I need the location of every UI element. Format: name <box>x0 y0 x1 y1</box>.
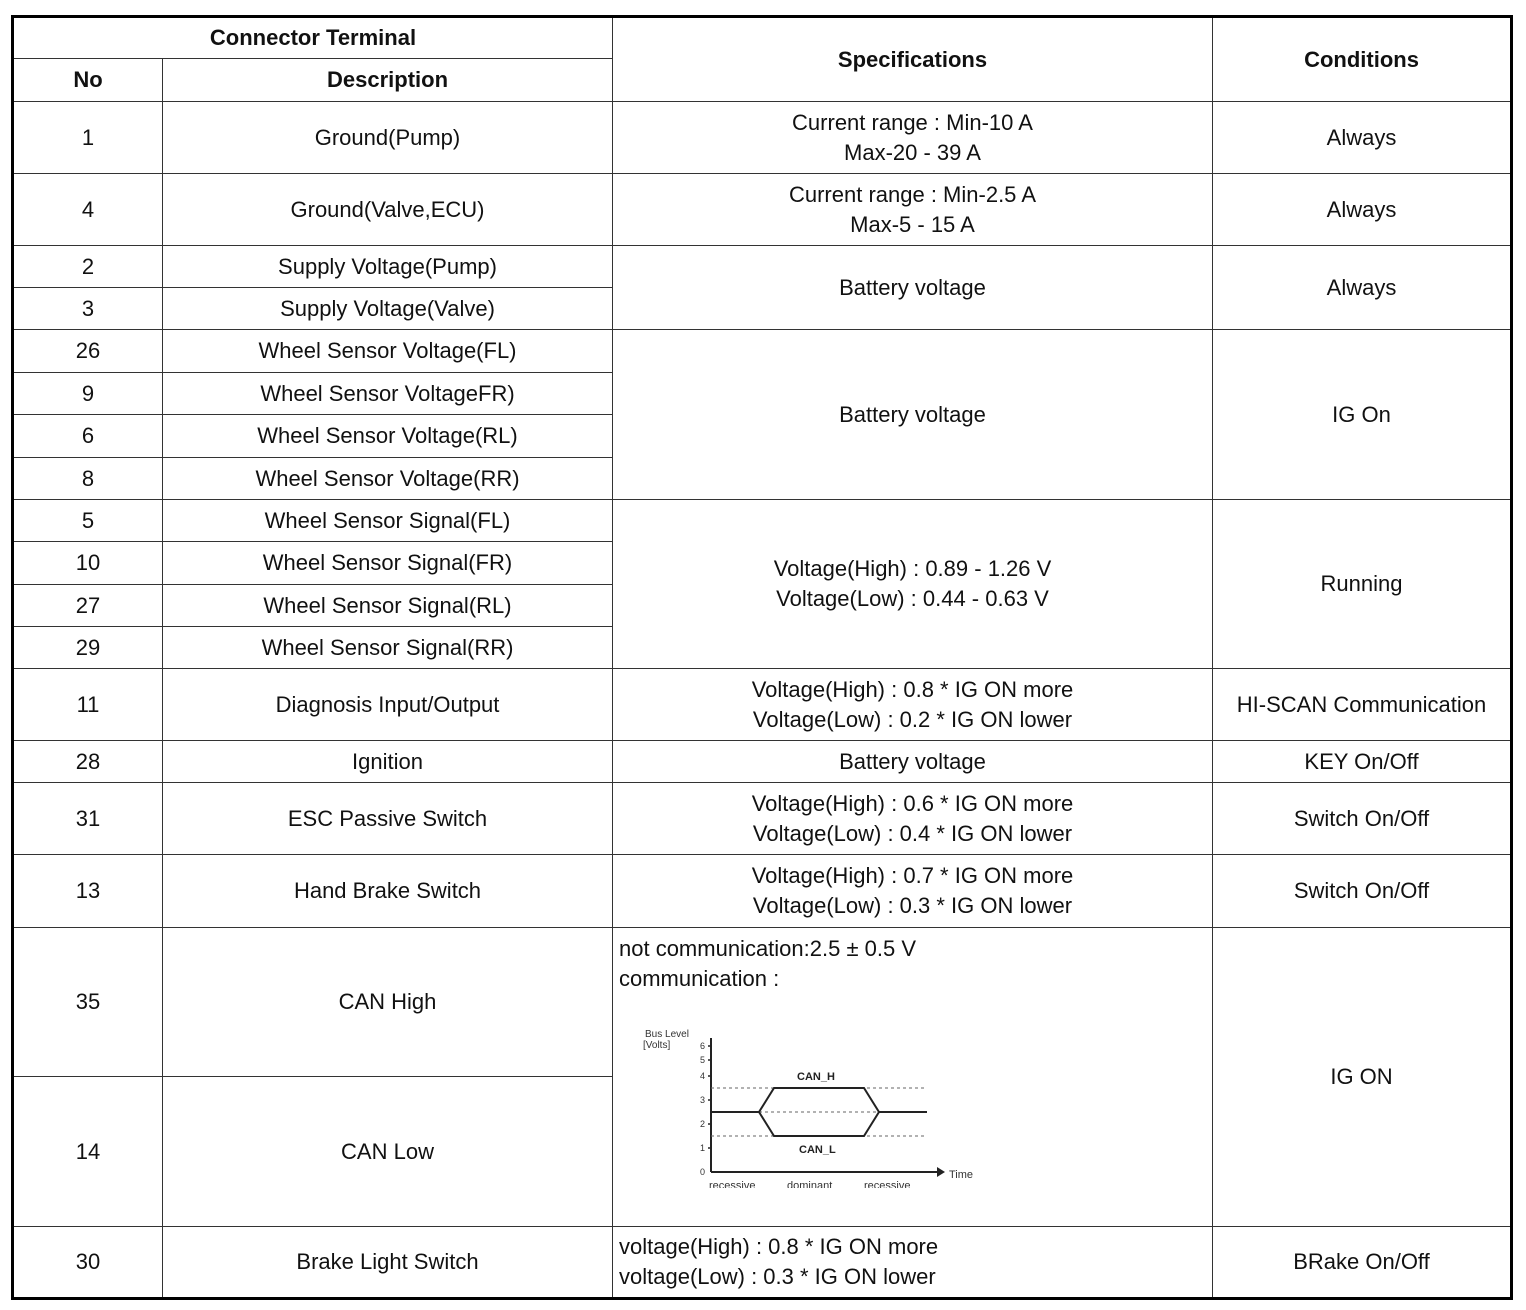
can-specification <box>613 928 1213 1227</box>
terminal-no: 1 <box>13 102 163 174</box>
terminal-no: 6 <box>13 415 163 458</box>
terminal-no: 9 <box>13 373 163 415</box>
condition: Switch On/Off <box>1213 855 1512 928</box>
specification: voltage(High) : 0.8 * IG ON more voltage(Low) : 0.3 * IG ON lower <box>613 1227 1213 1299</box>
terminal-description: Wheel Sensor Signal(FL) <box>163 500 613 542</box>
terminal-no: 28 <box>13 741 163 783</box>
terminal-description: CAN High <box>163 928 613 1077</box>
condition: Always <box>1213 102 1512 174</box>
connector-terminal-header: Connector Terminal <box>13 17 613 59</box>
condition: HI-SCAN Communication <box>1213 669 1512 741</box>
terminal-description: Brake Light Switch <box>163 1227 613 1299</box>
terminal-no: 30 <box>13 1227 163 1299</box>
can-h-label: CAN_H <box>797 1071 835 1083</box>
can-spec-line: not communication:2.5 ± 0.5 V <box>619 936 917 961</box>
terminal-description: ESC Passive Switch <box>163 783 613 855</box>
graph-tick-label: 1 <box>699 1143 705 1153</box>
table-row <box>13 500 1512 542</box>
graph-x-arrow <box>937 1167 945 1177</box>
table-row <box>13 783 1512 855</box>
graph-phase-label: recessive <box>709 1180 756 1188</box>
terminal-description: Ground(Valve,ECU) <box>163 174 613 246</box>
table-row <box>13 246 1512 288</box>
no-header: No <box>13 59 163 102</box>
condition: Always <box>1213 246 1512 330</box>
terminal-description: Wheel Sensor Signal(RR) <box>163 627 613 669</box>
specification: Current range : Min-10 A Max-20 - 39 A <box>613 102 1213 174</box>
can-bus-level-graph <box>619 1028 999 1188</box>
terminal-no: 31 <box>13 783 163 855</box>
graph-tick-label: 0 <box>699 1167 705 1177</box>
connector-spec-table <box>11 15 1513 1300</box>
condition: Always <box>1213 174 1512 246</box>
terminal-no: 10 <box>13 542 163 585</box>
terminal-description: Diagnosis Input/Output <box>163 669 613 741</box>
terminal-description: Ignition <box>163 741 613 783</box>
conditions-header: Conditions <box>1213 17 1512 102</box>
condition: IG On <box>1213 330 1512 500</box>
terminal-no: 29 <box>13 627 163 669</box>
terminal-no: 13 <box>13 855 163 928</box>
terminal-description: Wheel Sensor Voltage(FL) <box>163 330 613 373</box>
table-row <box>13 928 1512 1077</box>
graph-ylabel: [Volts] <box>643 1040 671 1051</box>
table-row <box>13 1227 1512 1299</box>
graph-ylabel: Bus Level <box>645 1029 689 1040</box>
terminal-no: 26 <box>13 330 163 373</box>
terminal-no: 8 <box>13 458 163 500</box>
table-row <box>13 669 1512 741</box>
terminal-no: 3 <box>13 288 163 330</box>
terminal-description: Wheel Sensor Signal(FR) <box>163 542 613 585</box>
graph-tick-label: 5 <box>699 1055 705 1065</box>
can-spec-line: communication : <box>619 966 780 991</box>
specification: Voltage(High) : 0.6 * IG ON more Voltage(Low) : 0.4 * IG ON lower <box>613 783 1213 855</box>
table-row <box>13 330 1512 373</box>
table-row <box>13 174 1512 246</box>
terminal-description: Supply Voltage(Valve) <box>163 288 613 330</box>
graph-tick-label: 2 <box>699 1119 705 1129</box>
graph-xlabel: Time <box>949 1169 974 1181</box>
terminal-description: CAN Low <box>163 1077 613 1227</box>
condition: BRake On/Off <box>1213 1227 1512 1299</box>
terminal-no: 2 <box>13 246 163 288</box>
description-header: Description <box>163 59 613 102</box>
terminal-description: Wheel Sensor Signal(RL) <box>163 585 613 627</box>
table-row <box>13 741 1512 783</box>
can-l-label: CAN_L <box>799 1144 836 1156</box>
terminal-description: Ground(Pump) <box>163 102 613 174</box>
graph-tick-label: 4 <box>699 1071 705 1081</box>
terminal-description: Supply Voltage(Pump) <box>163 246 613 288</box>
condition: Running <box>1213 500 1512 669</box>
terminal-description: Wheel Sensor Voltage(RL) <box>163 415 613 458</box>
terminal-no: 14 <box>13 1077 163 1227</box>
specification: Voltage(High) : 0.8 * IG ON more Voltage(Low) : 0.2 * IG ON lower <box>613 669 1213 741</box>
terminal-no: 11 <box>13 669 163 741</box>
specification: Battery voltage <box>613 741 1213 783</box>
terminal-description: Wheel Sensor VoltageFR) <box>163 373 613 415</box>
graph-phase-label: recessive <box>864 1180 911 1188</box>
can-h-signal <box>711 1088 927 1112</box>
condition: Switch On/Off <box>1213 783 1512 855</box>
terminal-no: 27 <box>13 585 163 627</box>
specification: Current range : Min-2.5 A Max-5 - 15 A <box>613 174 1213 246</box>
specification: Battery voltage <box>613 246 1213 330</box>
specification: Voltage(High) : 0.89 - 1.26 V Voltage(Low) : 0.44 - 0.63 V <box>613 500 1213 669</box>
specification: Battery voltage <box>613 330 1213 500</box>
terminal-no: 35 <box>13 928 163 1077</box>
terminal-description: Wheel Sensor Voltage(RR) <box>163 458 613 500</box>
graph-tick-label: 6 <box>699 1041 705 1051</box>
table-row <box>13 855 1512 928</box>
terminal-no: 5 <box>13 500 163 542</box>
condition: IG ON <box>1213 928 1512 1227</box>
specification: Voltage(High) : 0.7 * IG ON more Voltage(Low) : 0.3 * IG ON lower <box>613 855 1213 928</box>
table-row <box>13 102 1512 174</box>
condition: KEY On/Off <box>1213 741 1512 783</box>
specifications-header: Specifications <box>613 17 1213 102</box>
terminal-no: 4 <box>13 174 163 246</box>
terminal-description: Hand Brake Switch <box>163 855 613 928</box>
can-l-signal <box>711 1112 927 1136</box>
graph-phase-label: dominant <box>787 1180 833 1188</box>
graph-tick-label: 3 <box>699 1095 705 1105</box>
